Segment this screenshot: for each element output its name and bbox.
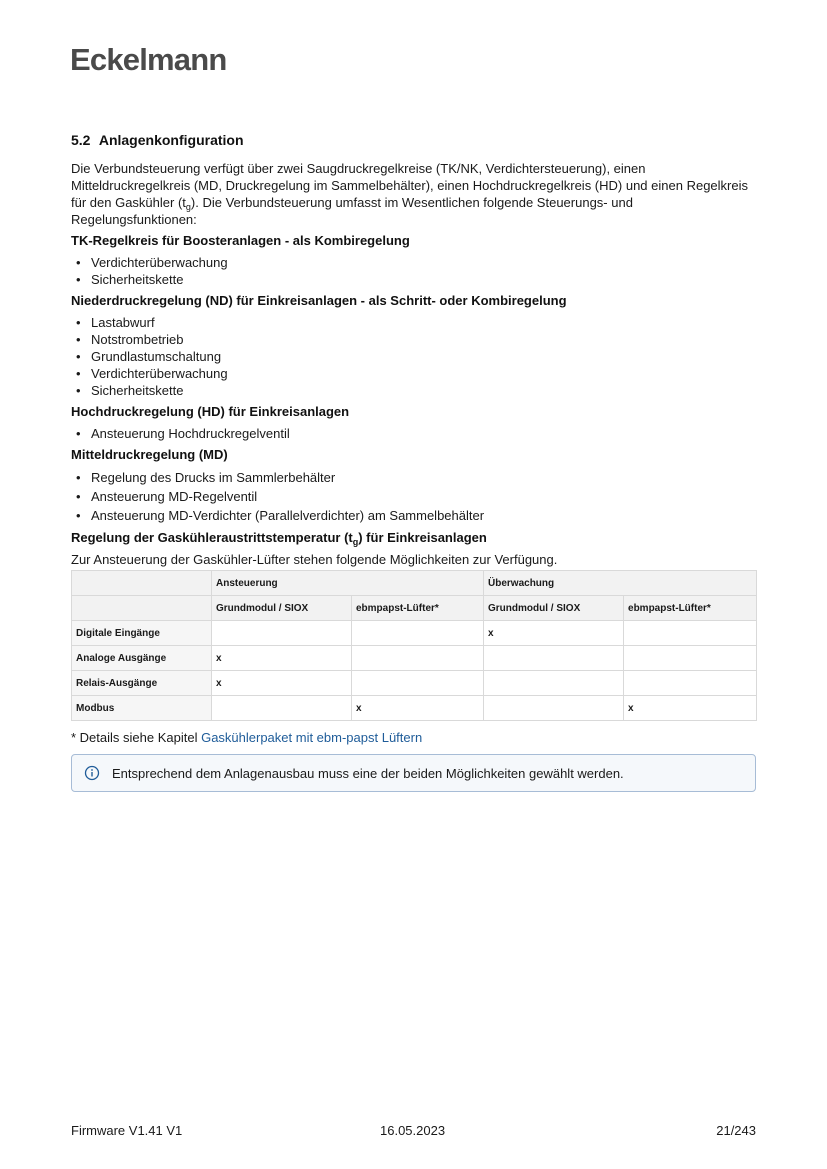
footer-version: Firmware V1.41 V1 (71, 1123, 183, 1138)
table-sub-header-row (72, 596, 757, 621)
list-item: • Ansteuerung MD-Verdichter (Parallelverdichter) am Sammelbehälter (71, 506, 757, 525)
table-corner-cell (72, 571, 212, 596)
list-item: • Ansteuerung MD-Regelventil (71, 487, 757, 506)
table-cell: x (212, 646, 352, 671)
table-cell: x (352, 696, 484, 721)
group-list-md (71, 468, 757, 525)
intro-paragraph (71, 160, 757, 228)
list-item: • Verdichterüberwachung (71, 365, 757, 382)
table-cell (624, 671, 757, 696)
group-heading-gaskuehler (71, 529, 757, 546)
intro-text-a: Die Verbundsteuerung verfügt über zwei Saugdruckregelkreise (TK/NK, Verdichtersteuerung), einen Mitteldruckregelkreis (MD, Druckregelung im Sammelbehälter), einen Hochdruckregelkreis (HD) und einen Regelkreis für den Gaskühler (t (71, 161, 748, 210)
list-item: • Notstrombetrieb (71, 331, 757, 348)
row-label: Analoge Ausgänge (72, 646, 212, 671)
table-corner-cell (72, 596, 212, 621)
list-item: • Grundlastumschaltung (71, 348, 757, 365)
table-cell (212, 621, 352, 646)
list-item: • Lastabwurf (71, 314, 757, 331)
table-cell (624, 646, 757, 671)
header-ueberwachung: Überwachung (484, 571, 757, 596)
intro-text-b: ). Die Verbundsteuerung umfasst im Wesentlichen folgende Steuerungs- und Regelungsfunktionen: (71, 195, 633, 227)
table-cell (624, 621, 757, 646)
table-row (72, 646, 757, 671)
table-cell (484, 646, 624, 671)
group-heading-md: Mitteldruckregelung (MD) (71, 447, 228, 462)
table-row (72, 696, 757, 721)
table-cell: x (484, 621, 624, 646)
footer-page: 21/243 (716, 1123, 756, 1138)
footnote (71, 729, 757, 746)
table-cell: x (212, 671, 352, 696)
eckelmann-logo: Eckelmann (70, 42, 227, 77)
group-heading-hd: Hochdruckregelung (HD) für Einkreisanlagen (71, 404, 350, 419)
row-label: Relais-Ausgänge (72, 671, 212, 696)
subheader-cell: ebmpapst-Lüfter* (624, 596, 757, 621)
list-item: • Sicherheitskette (71, 382, 757, 399)
subheader-cell: ebmpapst-Lüfter* (352, 596, 484, 621)
table-group-header-row (72, 571, 757, 596)
info-text: Entsprechend dem Anlagenausbau muss eine der beiden Möglichkeiten gewählt werden. (112, 765, 624, 781)
footnote-prefix: * Details siehe Kapitel (71, 730, 202, 745)
table-row (72, 621, 757, 646)
list-item: • Verdichterüberwachung (71, 254, 757, 271)
info-icon (84, 765, 100, 781)
table-row (72, 671, 757, 696)
table-cell (352, 621, 484, 646)
table-intro: Zur Ansteuerung der Gaskühler-Lüfter stehen folgende Möglichkeiten zur Verfügung. (71, 552, 558, 567)
group-heading-tk: TK-Regelkreis für Boosteranlagen - als Kombiregelung (71, 233, 410, 248)
table-cell: x (624, 696, 757, 721)
fan-control-table (71, 570, 757, 721)
table-cell (484, 696, 624, 721)
section-title-text: Anlagenkonfiguration (98, 132, 244, 148)
subheader-cell: Grundmodul / SIOX (484, 596, 624, 621)
gc-heading-b: ) für Einkreisanlagen (358, 530, 487, 545)
page-content (71, 132, 757, 792)
section-number: 5.2 (71, 132, 91, 148)
header-ansteuerung: Ansteuerung (212, 571, 484, 596)
group-list-tk (71, 254, 757, 288)
list-item: • Sicherheitskette (71, 271, 757, 288)
table-cell (352, 646, 484, 671)
table-cell (352, 671, 484, 696)
row-label: Modbus (72, 696, 212, 721)
group-list-hd (71, 425, 757, 442)
subheader-cell: Grundmodul / SIOX (212, 596, 352, 621)
gc-heading-a: Regelung der Gaskühleraustrittstemperatur (t (71, 530, 353, 545)
group-list-nd (71, 314, 757, 399)
list-item: • Regelung des Drucks im Sammlerbehälter (71, 468, 757, 487)
intro-subscript: g (185, 202, 191, 212)
list-item: • Ansteuerung Hochdruckregelventil (71, 425, 757, 442)
table-cell (484, 671, 624, 696)
section-title (71, 132, 757, 148)
group-heading-nd: Niederdruckregelung (ND) für Einkreisanlagen - als Schritt- oder Kombiregelung (71, 293, 567, 308)
gaskuehlerpaket-link[interactable]: Gaskühlerpaket mit ebm-papst Lüftern (201, 730, 423, 745)
row-label: Digitale Eingänge (72, 621, 212, 646)
info-box (71, 754, 756, 792)
gc-heading-subscript: g (352, 537, 359, 547)
table-cell (212, 696, 352, 721)
footer-date: 16.05.2023 (380, 1123, 446, 1138)
